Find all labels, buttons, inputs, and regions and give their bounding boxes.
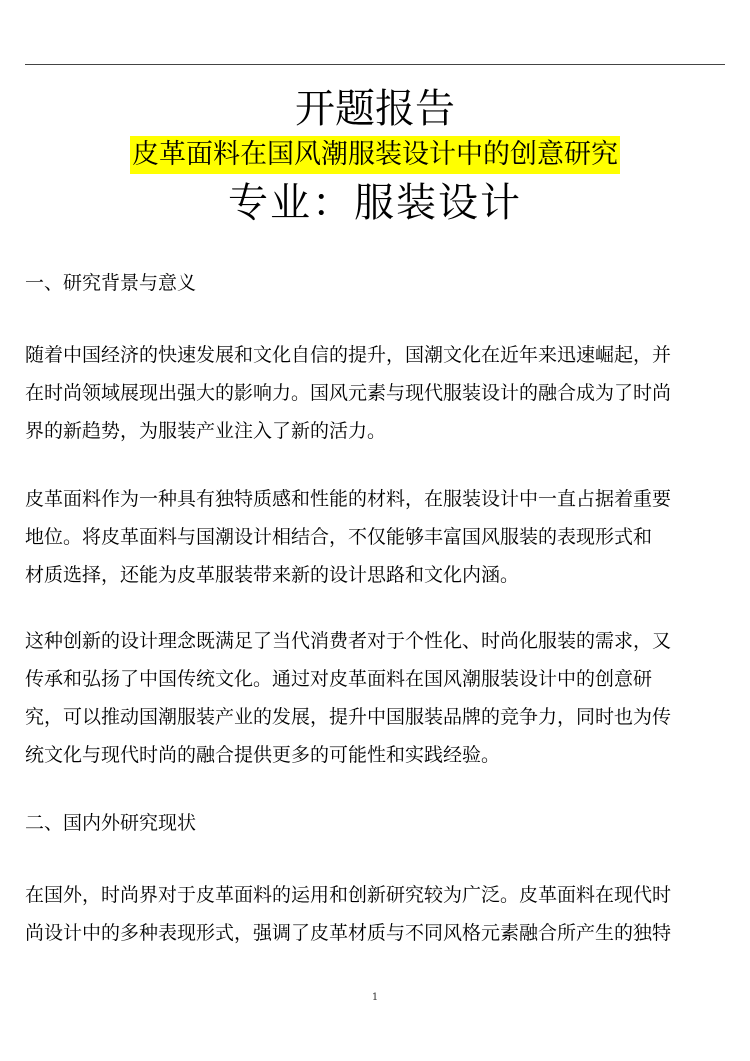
paragraph-line: 在时尚领域展现出强大的影响力。国风元素与现代服装设计的融合成为了时尚 <box>25 382 672 404</box>
paragraph-line: 传承和弘扬了中国传统文化。通过对皮革面料在国风潮服装设计中的创意研 <box>25 668 653 690</box>
paragraph-line: 究，可以推动国潮服装产业的发展，提升中国服装品牌的竞争力，同时也为传 <box>25 706 672 728</box>
paragraph-line: 在国外，时尚界对于皮革面料的运用和创新研究较为广泛。皮革面料在现代时 <box>25 884 672 906</box>
subtitle-wrapper <box>0 136 750 174</box>
paragraph-line: 皮革面料作为一种具有独特质感和性能的材料，在服装设计中一直占据着重要 <box>25 488 672 510</box>
highlighted-subtitle: 皮革面料在国风潮服装设计中的创意研究 <box>130 136 620 174</box>
paragraph-background-2 <box>25 480 727 594</box>
paragraph-line: 尚设计中的多种表现形式，强调了皮革材质与不同风格元素融合所产生的独特 <box>25 922 672 944</box>
section-heading-research-status: 二、国内外研究现状 <box>25 812 197 834</box>
paragraph-line: 这种创新的设计理念既满足了当代消费者对于个性化、时尚化服装的需求，又 <box>25 630 672 652</box>
paragraph-line: 统文化与现代时尚的融合提供更多的可能性和实践经验。 <box>25 744 501 766</box>
header-rule <box>25 64 725 65</box>
major-line: 专业：服装设计 <box>228 180 522 226</box>
paragraph-line: 界的新趋势，为服装产业注入了新的活力。 <box>25 420 387 442</box>
page-number: 1 <box>371 992 379 1003</box>
paragraph-line: 材质选择，还能为皮革服装带来新的设计思路和文化内涵。 <box>25 564 520 586</box>
paragraph-research-status-1 <box>25 876 727 952</box>
section-heading-background: 一、研究背景与意义 <box>25 272 197 294</box>
paragraph-background-1 <box>25 336 727 450</box>
paragraph-background-3 <box>25 622 727 774</box>
paragraph-line: 随着中国经济的快速发展和文化自信的提升，国潮文化在近年来迅速崛起，并 <box>25 344 672 366</box>
document-title: 开题报告 <box>295 86 455 132</box>
paragraph-line: 地位。将皮革面料与国潮设计相结合，不仅能够丰富国风服装的表现形式和 <box>25 526 653 548</box>
